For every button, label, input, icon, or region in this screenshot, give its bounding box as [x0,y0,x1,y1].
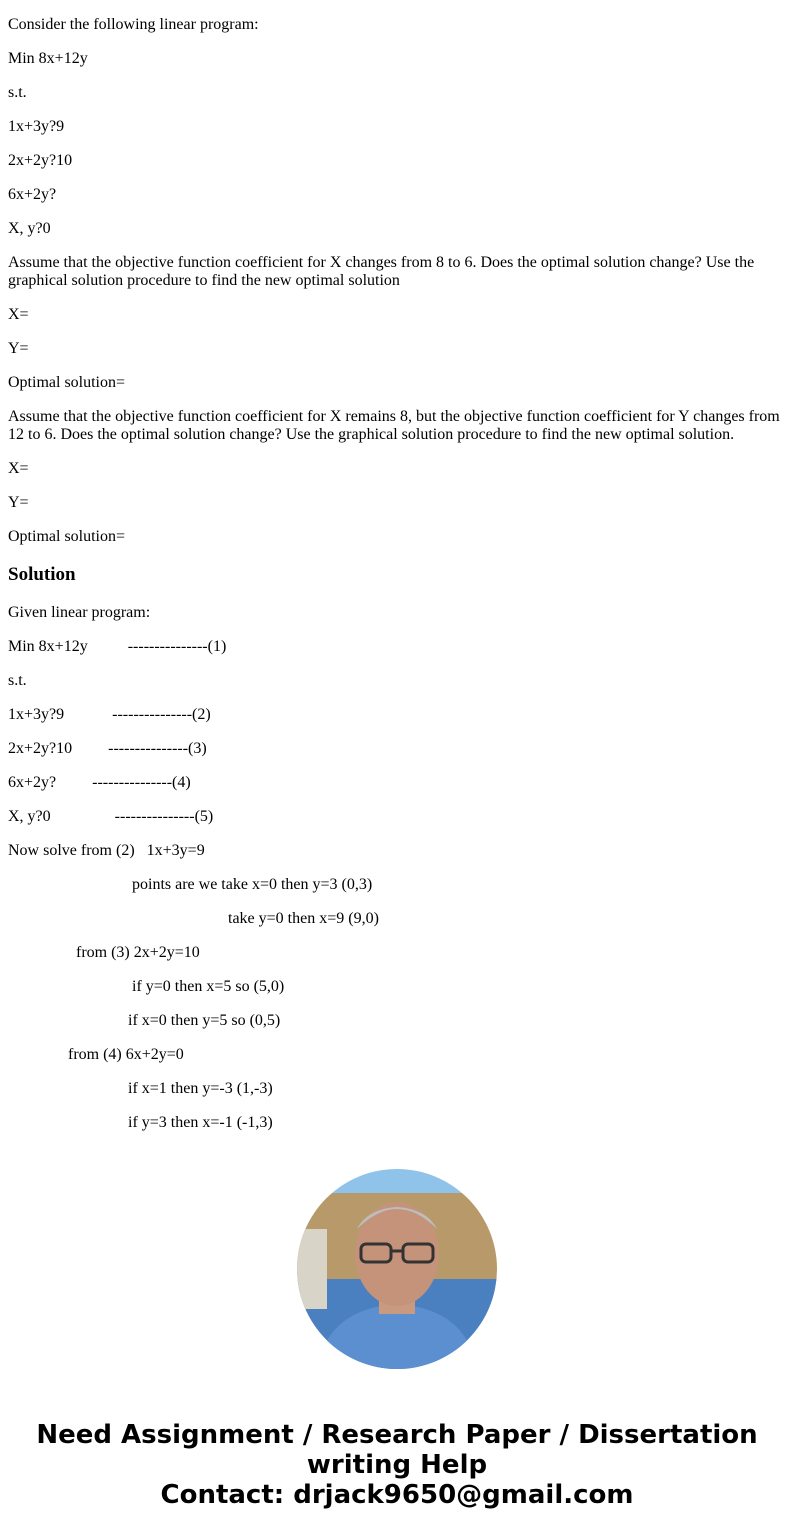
document [0,16,794,1132]
step: if y=3 then x=-1 (-1,3) [128,1114,273,1131]
answer-field: Y= [8,494,29,511]
line-text: 2x+2y?10 [8,740,73,757]
part1-question: Assume that the objective function coefficient for X changes from 8 to 6. Does the optimal solution change? Use the graphical solution procedure to find the new optimal solution [8,254,759,289]
person-photo-icon [297,1169,497,1369]
contact-footer [0,1420,794,1510]
constraint: 1x+3y?9 [8,118,65,135]
line-ref: ---------------(4) [92,774,191,791]
answer-field: Optimal solution= [8,528,126,545]
solution-heading: Solution [8,564,76,585]
solution-line [8,638,786,656]
footer-contact: Contact: drjack9650@gmail.com [160,1480,634,1510]
line-text: X, y?0 [8,808,51,825]
solution-line [8,808,786,826]
answer-field: X= [8,460,29,477]
avatar [297,1169,497,1369]
line-ref: ---------------(2) [112,706,211,723]
step: if x=1 then y=-3 (1,-3) [128,1080,273,1097]
step: take y=0 then x=9 (9,0) [228,910,379,927]
line-text: Min 8x+12y [8,638,88,655]
step: from (4) 6x+2y=0 [68,1046,184,1063]
intro: Consider the following linear program: [8,16,259,33]
constraint: 6x+2y? [8,186,57,203]
line-text: 6x+2y? [8,774,57,791]
step: if y=0 then x=5 so (5,0) [132,978,285,995]
constraint: X, y?0 [8,220,51,237]
footer-line: writing Help [306,1450,488,1480]
answer-field: Y= [8,340,29,357]
step: if x=0 then y=5 so (0,5) [128,1012,281,1029]
line-ref: ---------------(5) [114,808,214,825]
solution-line [8,706,786,724]
st-label: s.t. [8,84,27,101]
part2-question: Assume that the objective function coefficient for X remains 8, but the objective function coefficient for Y changes from 12 to 6. Does the optimal solution change? Use the graphical solution procedure to find the new optimal solution. [8,408,784,443]
footer-line: Need Assignment / Research Paper / Dissertation [36,1420,758,1450]
line-ref: ---------------(1) [127,638,227,655]
step: points are we take x=0 then y=3 (0,3) [132,876,373,893]
line-text: 1x+3y?9 [8,706,65,723]
given-label: Given linear program: [8,604,151,621]
line-ref: ---------------(3) [108,740,207,757]
step: from (3) 2x+2y=10 [76,944,200,961]
solution-line [8,740,786,758]
objective: Min 8x+12y [8,50,88,67]
answer-field: X= [8,306,29,323]
step: Now solve from (2) 1x+3y=9 [8,842,205,859]
solution-line [8,774,786,792]
line-text: s.t. [8,672,27,689]
answer-field: Optimal solution= [8,374,126,391]
solution-line [8,672,786,690]
constraint: 2x+2y?10 [8,152,73,169]
